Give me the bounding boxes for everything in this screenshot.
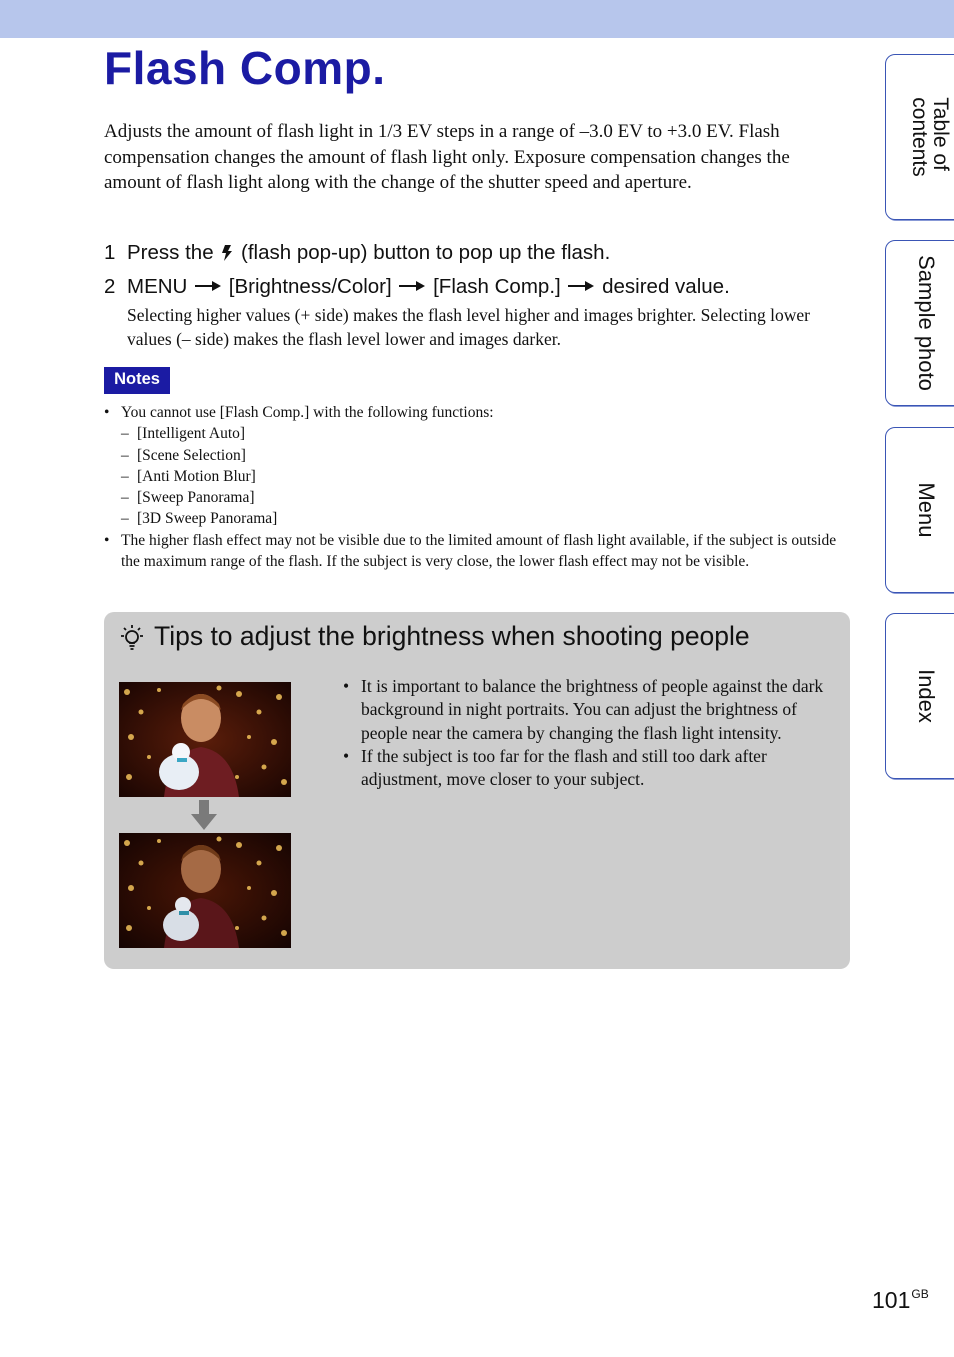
tab-label: Menu bbox=[914, 482, 939, 538]
bullet: • bbox=[343, 676, 350, 696]
note-item bbox=[104, 402, 852, 423]
dash: – bbox=[121, 467, 129, 485]
dash: – bbox=[121, 489, 129, 507]
desired-value-label: desired value. bbox=[602, 275, 730, 298]
bullet: • bbox=[343, 745, 350, 766]
flash-comp-label: [Flash Comp.] bbox=[433, 275, 561, 298]
tab-table-of-contents[interactable] bbox=[885, 54, 954, 220]
dash: – bbox=[121, 425, 129, 443]
tip-item bbox=[341, 675, 831, 745]
menu-label: MENU bbox=[127, 275, 188, 298]
bullet: • bbox=[104, 531, 110, 549]
sub-item-text: [Sweep Panorama] bbox=[137, 489, 255, 507]
note-sub-item bbox=[104, 423, 852, 444]
note-item bbox=[104, 530, 852, 573]
step-number: 1 bbox=[104, 241, 116, 264]
tip-text: It is important to balance the brightness of people against the dark background in night portraits. You can adjust the brightness of people near the camera by changing the flash light intensity. bbox=[361, 676, 824, 743]
note-sub-item bbox=[104, 466, 852, 487]
sub-item-text: [Intelligent Auto] bbox=[137, 425, 246, 443]
tab-sample-photo[interactable] bbox=[885, 240, 954, 406]
sub-item-text: [Scene Selection] bbox=[137, 446, 246, 464]
tips-box bbox=[104, 612, 850, 969]
step-1-text-after: (flash pop-up) button to pop up the flash. bbox=[241, 241, 611, 264]
right-arrow-icon bbox=[195, 281, 221, 291]
note-sub-item bbox=[104, 508, 852, 529]
dash: – bbox=[121, 510, 129, 528]
step-1-text-before: Press the bbox=[127, 241, 214, 264]
intro-paragraph: Adjusts the amount of flash light in 1/3 EV steps in a range of –3.0 EV to +3.0 EV. Flash compensation changes the amount of flash light only. Exposure compensation changes the amount of flash light along with the change of the shutter speed and aperture. bbox=[104, 121, 790, 193]
notes-list bbox=[104, 402, 852, 572]
note-text: You cannot use [Flash Comp.] with the following functions: bbox=[121, 404, 494, 421]
sub-item-text: [Anti Motion Blur] bbox=[137, 467, 256, 485]
step-description: Selecting higher values (+ side) makes the flash level higher and images brighter. Selecting lower values (– side) makes the flash level lower and images darker. bbox=[127, 305, 810, 349]
sub-item-text: [3D Sweep Panorama] bbox=[137, 510, 278, 528]
sample-photo-after bbox=[119, 833, 291, 948]
tab-index[interactable] bbox=[885, 613, 954, 779]
page-number-value: 101 bbox=[872, 1287, 911, 1313]
note-sub-item bbox=[104, 487, 852, 508]
brightness-color-label: [Brightness/Color] bbox=[228, 275, 392, 298]
notes-badge: Notes bbox=[104, 367, 170, 394]
tab-menu[interactable] bbox=[885, 427, 954, 593]
step-2 bbox=[104, 274, 730, 300]
tips-title: Tips to adjust the brightness when shooting people bbox=[154, 621, 750, 651]
step-number: 2 bbox=[104, 275, 116, 298]
right-arrow-icon bbox=[568, 281, 594, 291]
page-number bbox=[872, 1280, 929, 1314]
tab-label: Index bbox=[914, 669, 939, 723]
down-arrow-icon bbox=[191, 800, 217, 830]
sample-photo-before bbox=[119, 682, 291, 797]
tips-list bbox=[341, 675, 831, 791]
page-title: Flash Comp. bbox=[104, 42, 386, 94]
tab-label: Sample photo bbox=[914, 255, 939, 391]
dash: – bbox=[121, 446, 129, 464]
tab-label: Table of contents bbox=[908, 97, 952, 177]
note-text: The higher flash effect may not be visible due to the limited amount of flash light available, if the subject is outside the maximum range of the flash. If the subject is very close, the lower flash effect may not be visible. bbox=[121, 531, 837, 571]
right-arrow-icon bbox=[399, 281, 425, 291]
flash-bolt-icon bbox=[221, 244, 233, 262]
note-sub-item bbox=[104, 445, 852, 466]
tip-text: If the subject is too far for the flash and still too dark after adjustment, move closer to your subject. bbox=[361, 745, 767, 790]
page-region-suffix: GB bbox=[911, 1287, 929, 1301]
light-bulb-icon bbox=[118, 624, 146, 652]
bullet: • bbox=[104, 404, 110, 421]
tip-item bbox=[341, 745, 831, 792]
top-header-bar bbox=[0, 0, 954, 38]
step-1 bbox=[104, 240, 610, 266]
